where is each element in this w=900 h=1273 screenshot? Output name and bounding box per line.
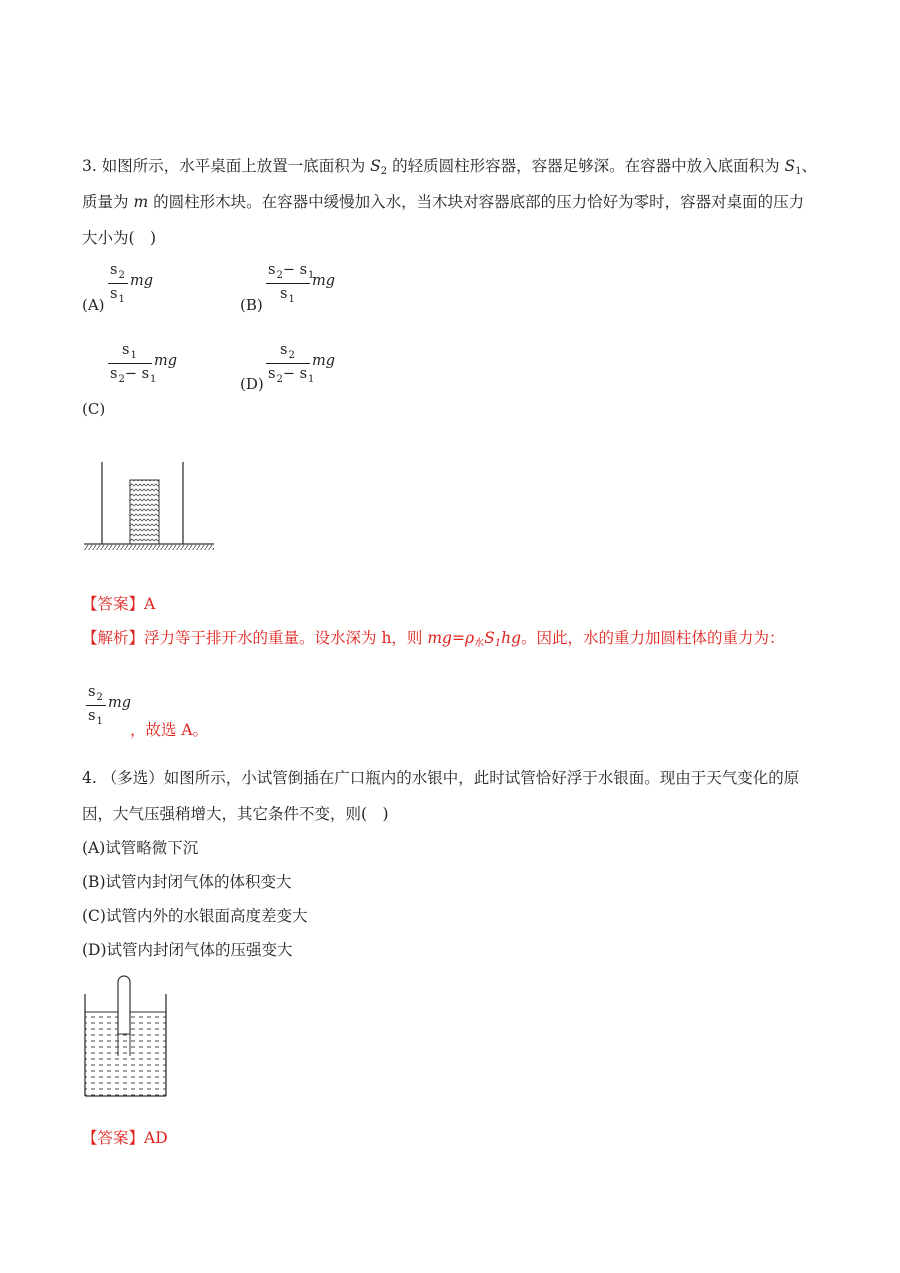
q4-option-d: (D)试管内封闭气体的压强变大 (82, 941, 293, 959)
q4-answer (82, 1126, 168, 1148)
frac-b-num-2-sub: 1 (308, 270, 315, 281)
frac-b-den: s (280, 286, 288, 302)
frac-c-den-2-sub: 1 (150, 374, 157, 385)
var-s2-sub: 2 (380, 166, 388, 177)
table-hatch (84, 545, 214, 550)
frac-a-num-sub: 2 (118, 270, 125, 281)
frac-a-den: s (110, 286, 118, 302)
q3-text-e: 的圆柱形木块。在容器中缓慢加入水，当木块对容器底部的压力恰好为零时，容器对桌面的压力 (148, 193, 805, 211)
q3-answer-value: A (144, 595, 156, 613)
q3-line-1 (82, 154, 817, 177)
frac-c-num: s (122, 342, 130, 358)
frac-b-mg: mg (312, 273, 336, 289)
frac-c-den-1-sub: 2 (118, 374, 125, 385)
wooden-block (130, 480, 159, 544)
q3-analysis-text-a: 浮力等于排开水的重量。设水深为 h，则 (144, 629, 428, 647)
frac-c-num-sub: 1 (130, 350, 137, 361)
frac-d-num-sub: 2 (288, 350, 295, 361)
frac-a-bar (108, 283, 128, 284)
frac-d-den-op: − s (282, 366, 308, 382)
q3-analysis-label: 【解析】 (82, 629, 145, 647)
analysis-frac-bar (86, 705, 106, 706)
tube-air (118, 982, 130, 1034)
figure-jar-test-tube (82, 972, 172, 1100)
option-c-fraction (108, 342, 188, 392)
tube-mercury (119, 1034, 129, 1056)
analysis-conclusion: ，故选 A。 (130, 721, 209, 739)
analysis-frac-num-sub: 2 (96, 692, 103, 703)
frac-d-den-2-sub: 1 (308, 374, 315, 385)
option-a-label: (A) (82, 296, 105, 314)
q3-analysis-text-b: 。因此，水的重力加圆柱体的重力为： (521, 629, 785, 647)
frac-b-num-1-sub: 2 (276, 270, 283, 281)
q4-line-2: 因，大气压强稍增大，其它条件不变，则( ) (82, 805, 389, 823)
analysis-frac-den: s (88, 708, 96, 724)
frac-b-num-1: s (268, 262, 276, 278)
frac-b-bar (266, 283, 310, 284)
q3-text-f: 大小为( ) (82, 229, 157, 247)
var-s2: S (370, 157, 381, 175)
q4-answer-value: AD (144, 1129, 168, 1147)
frac-d-mg: mg (312, 353, 336, 369)
analysis-frac-den-sub: 1 (96, 716, 103, 727)
frac-c-den-1: s (110, 366, 118, 382)
q3-line-2 (82, 190, 804, 212)
frac-d-num: s (280, 342, 288, 358)
figure-container-block (82, 458, 217, 554)
q3-answer-label: 【答案】 (82, 595, 145, 613)
frac-a-mg: mg (130, 273, 154, 289)
q3-text-a: 3. 如图所示，水平桌面上放置一底面积为 (82, 157, 371, 175)
q3-analysis-formula-b-sub: 1 (494, 638, 502, 649)
q3-analysis-formula-c: hg (501, 629, 521, 647)
q4-line-1: 4. （多选）如图所示，小试管倒插在广口瓶内的水银中，此时试管恰好浮于水银面。现由于天气变化的原 (82, 769, 800, 787)
frac-d-den-1: s (268, 366, 276, 382)
frac-d-bar (266, 363, 310, 364)
option-d-label: (D) (240, 375, 264, 393)
option-d-fraction (266, 342, 346, 392)
frac-c-bar (108, 363, 152, 364)
q3-text-c: 、 (801, 157, 818, 175)
frac-a-den-sub: 1 (118, 294, 125, 305)
q3-analysis (82, 626, 785, 649)
option-a-fraction (108, 262, 168, 312)
option-b-label: (B) (240, 296, 263, 314)
q3-text-d: 质量为 (82, 193, 134, 211)
q3-analysis-formula-b: S (484, 629, 495, 647)
q3-analysis-formula: mg=ρ (427, 629, 475, 647)
frac-c-den-op: − s (124, 366, 150, 382)
analysis-frac-mg: mg (108, 695, 132, 711)
frac-d-den-1-sub: 2 (276, 374, 283, 385)
var-s1: S (784, 157, 796, 175)
frac-b-den-sub: 1 (288, 294, 295, 305)
q4-option-b: (B)试管内封闭气体的体积变大 (82, 873, 292, 891)
q4-option-a: (A)试管略微下沉 (82, 839, 199, 857)
option-c-label: (C) (82, 400, 106, 418)
q3-text-b: 的轻质圆柱形容器，容器足够深。在容器中放入底面积为 (387, 157, 785, 175)
frac-c-mg: mg (154, 353, 178, 369)
q4-option-c: (C)试管内外的水银面高度差变大 (82, 907, 308, 925)
var-m: m (133, 193, 149, 211)
q3-line-3 (82, 226, 156, 248)
analysis-frac-num: s (88, 684, 96, 700)
q3-analysis-rho-sub: 水 (474, 638, 485, 649)
frac-b-num-op: − s (282, 262, 308, 278)
q4-answer-label: 【答案】 (82, 1129, 145, 1147)
frac-a-num: s (110, 262, 118, 278)
var-s1-sub: 1 (795, 166, 802, 177)
option-b-fraction (266, 262, 346, 312)
q3-answer (82, 592, 155, 614)
